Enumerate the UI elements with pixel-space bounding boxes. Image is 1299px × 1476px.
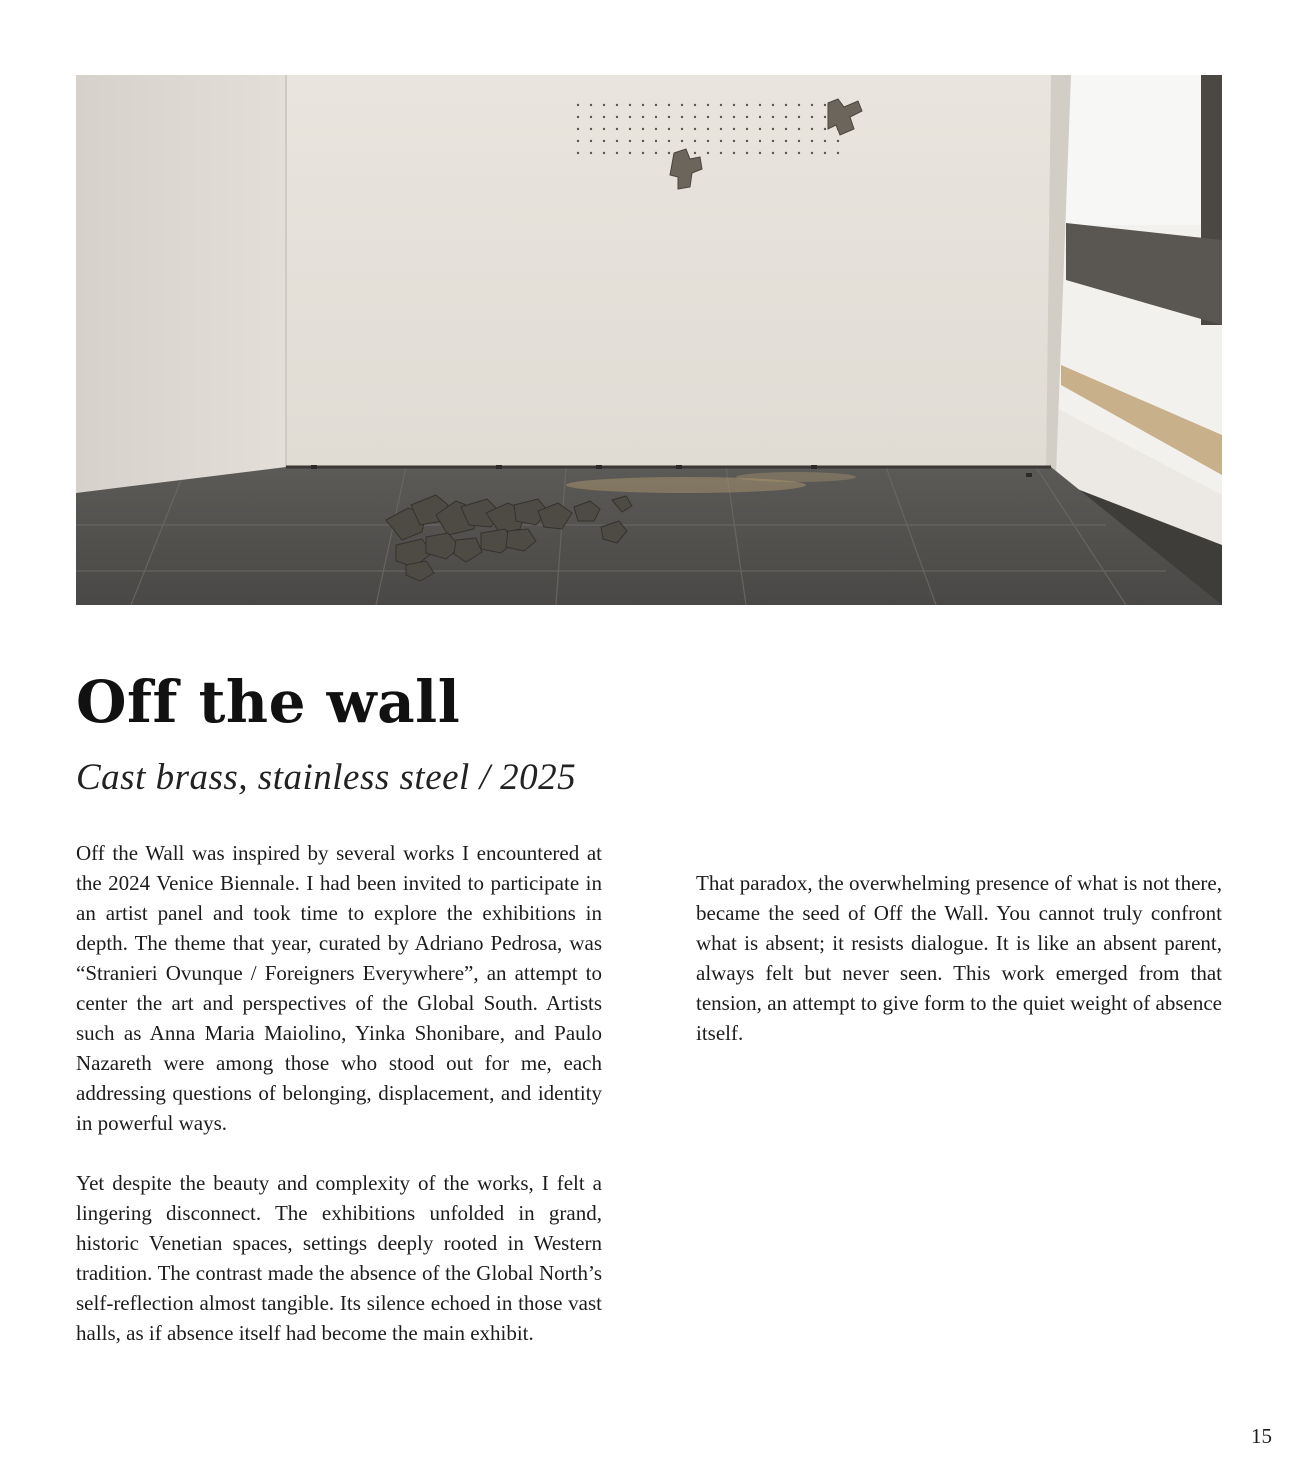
body-column-right: [696, 868, 1222, 1048]
body-paragraph: Yet despite the beauty and complexity of the works, I felt a lingering disconnect. The exhibitions unfolded in grand, historic Venetian spaces, settings deeply rooted in Western tradition. The contrast made the absence of the Global North’s self-reflection almost tangible. Its silence echoed in those vast halls, as if absence itself had become the main exhibit.: [76, 1171, 602, 1345]
installation-photo: [76, 75, 1222, 605]
body-paragraph: Off the Wall was inspired by several works I encountered at the 2024 Venice Biennale. I had been invited to participate in an artist panel and took time to explore the exhibitions in depth. The theme that year, curated by Adriano Pedrosa, was “Stranieri Ovunque / Foreigners Everywhere”, an attempt to center the art and perspectives of the Global South. Artists such as Anna Maria Maiolino, Yinka Shonibare, and Paulo Nazareth were among those who stood out for me, each addressing questions of belonging, displacement, and identity in powerful ways.: [76, 841, 602, 1135]
page-number: 15: [1251, 1424, 1272, 1448]
body-paragraph: That paradox, the overwhelming presence of what is not there, became the seed of Off the Wall. You cannot truly confront what is absent; it resists dialogue. It is like an absent parent, always felt but never seen. This work emerged from that tension, an attempt to give form to the quiet weight of absence itself.: [696, 871, 1222, 1045]
body-column-left: [76, 838, 602, 1348]
article-subtitle: Cast brass, stainless steel / 2025: [76, 757, 577, 798]
article-title: Off the wall: [76, 668, 461, 736]
